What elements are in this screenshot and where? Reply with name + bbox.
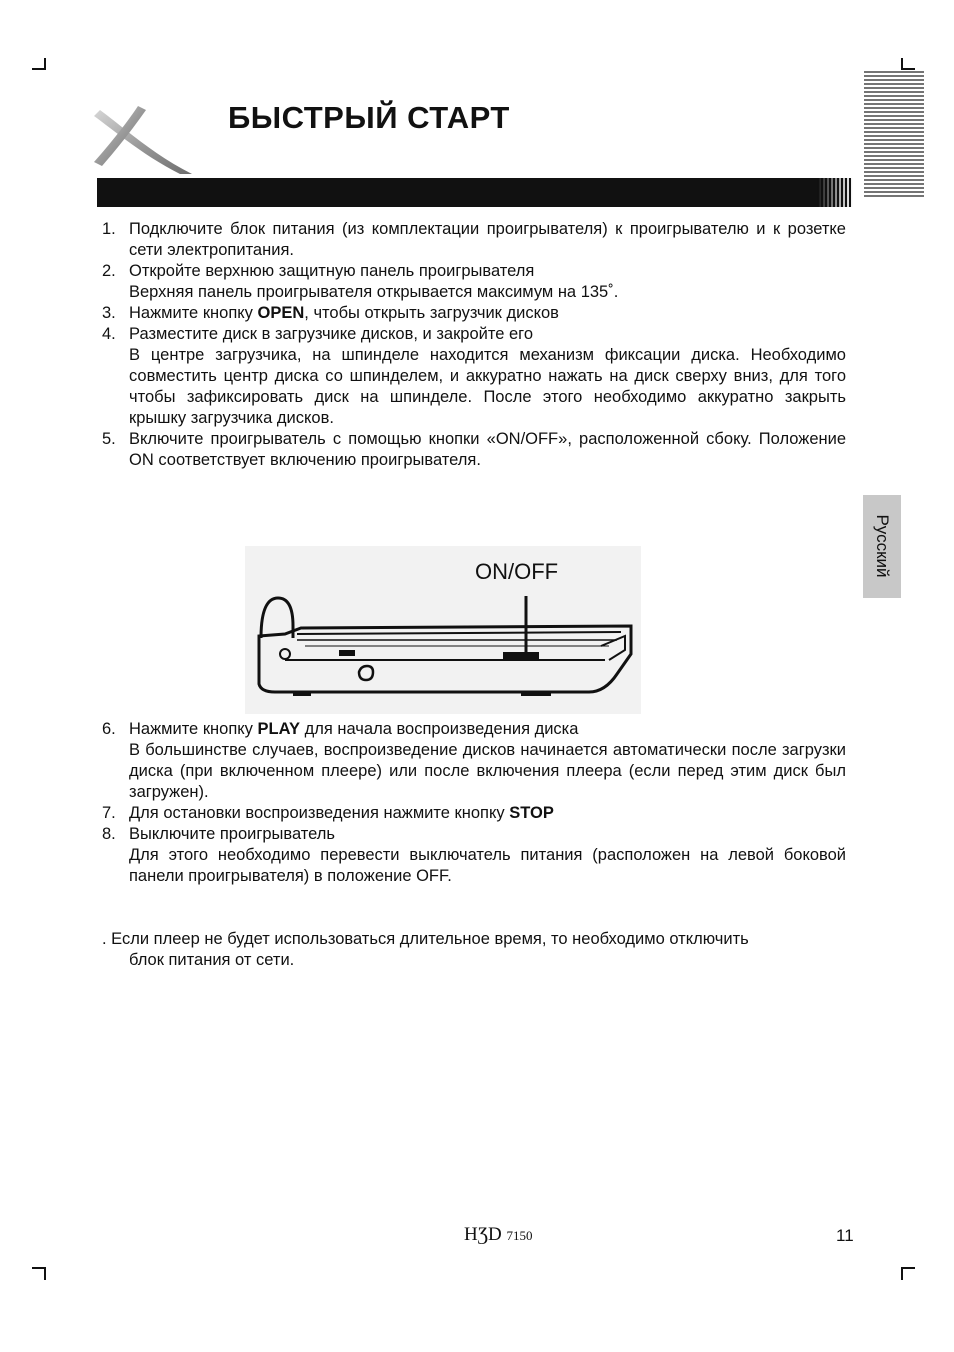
- step-text: Разместите диск в загрузчике дисков, и закройте его: [129, 325, 534, 343]
- brand-x-logo: [92, 104, 196, 176]
- step-text: Подключите блок питания (из комплектации проигрывателя) к проигрывателю и к розетке сети электропитания.: [129, 220, 846, 259]
- step-text: Нажмите кнопку: [129, 304, 258, 322]
- list-item: 5. Включите проигрыватель с помощью кнопки «ON/OFF», расположенной сбоку. Положение ON соответствует включению проигрывателя.: [102, 430, 846, 469]
- on-off-callout-label: ON/OFF: [475, 559, 559, 584]
- note-paragraph: [102, 929, 846, 971]
- steps-list-part1: [102, 219, 846, 471]
- language-tab: [863, 495, 901, 598]
- note-line: блок питания от сети.: [129, 951, 295, 969]
- step-detail: Верхняя панель проигрывателя открывается максимум на 135˚.: [129, 283, 619, 301]
- button-name: OPEN: [257, 304, 305, 322]
- step-text: Нажмите кнопку: [129, 720, 258, 738]
- list-item: 6. Нажмите кнопку PLAY для начала воспроизведения диска В большинстве случаев, воспроизведение дисков начинается автоматически после загрузки диска (при включенном плеере) или после включения плеера (если перед этим диск был загружен).: [102, 720, 846, 801]
- step-detail: В центре загрузчика, на шпинделе находится механизм фиксации диска. Необходимо совместить центр диска со шпинделем, и аккуратно нажать на диск сверху вниз, для того чтобы зафиксировать диск на шпинделе. После этого необходимо аккуратно закрыть крышку загрузчика дисков.: [129, 346, 846, 427]
- step-text: , чтобы открыть загрузчик дисков: [304, 304, 559, 322]
- list-item: 2. Откройте верхнюю защитную панель проигрывателя Верхняя панель проигрывателя открывается максимум на 135˚.: [102, 261, 846, 303]
- list-item: 3. Нажмите кнопку OPEN, чтобы открыть загрузчик дисков: [102, 304, 559, 322]
- player-side-view-illustration: [245, 546, 641, 714]
- step-text: Включите проигрыватель с помощью кнопки «ON/OFF», расположенной сбоку. Положение ON соответствует включению проигрывателя.: [129, 430, 846, 469]
- language-tab-label: Русский: [873, 514, 892, 578]
- crop-mark-bottom-left: [44, 1267, 46, 1280]
- step-detail: В большинстве случаев, воспроизведение дисков начинается автоматически после загрузки диска (при включенном плеере) или после включения плеера (если перед этим диск был загружен).: [129, 741, 846, 801]
- step-text: для начала воспроизведения диска: [300, 720, 579, 738]
- step-detail: Для этого необходимо перевести выключатель питания (расположен на левой боковой панели проигрывателя) в положение OFF.: [129, 846, 846, 885]
- crop-mark-bottom-right: [901, 1267, 915, 1269]
- button-name: PLAY: [257, 720, 301, 738]
- list-item: 4. Разместите диск в загрузчике дисков, и закройте его В центре загрузчика, на шпинделе находится механизм фиксации диска. Необходимо совместить центр диска со шпинделем, и аккуратно нажать на диск сверху вниз, для того чтобы зафиксировать диск на шпинделе. После этого необходимо аккуратно закрыть крышку загрузчика дисков.: [102, 325, 846, 427]
- list-item: 8. Выключите проигрыватель Для этого необходимо перевести выключатель питания (расположен на левой боковой панели проигрывателя) в положение OFF.: [102, 825, 846, 885]
- page-title: БЫСТРЫЙ СТАРТ: [228, 100, 510, 135]
- step-text: Выключите проигрыватель: [129, 825, 336, 843]
- decorative-stripes: [862, 70, 924, 200]
- list-item: 7. Для остановки воспроизведения нажмите кнопку STOP: [102, 804, 554, 822]
- step-text: Откройте верхнюю защитную панель проигрывателя: [129, 262, 535, 280]
- list-item: 1. Подключите блок питания (из комплектации проигрывателя) к проигрывателю и к розетке сети электропитания.: [102, 220, 846, 259]
- step-text: Для остановки воспроизведения нажмите кнопку: [129, 804, 510, 822]
- page-number: 11: [836, 1226, 854, 1245]
- header-bar: [97, 178, 853, 207]
- crop-mark-bottom-right: [901, 1267, 903, 1280]
- steps-list-part2: [102, 719, 846, 887]
- model-name: HƷD 7150: [464, 1224, 533, 1245]
- crop-mark-top-left: [32, 68, 46, 70]
- header-bar-dots: [817, 178, 853, 207]
- button-name: STOP: [509, 804, 554, 822]
- note-line: . Если плеер не будет использоваться длительное время, то необходимо отключить: [102, 930, 749, 948]
